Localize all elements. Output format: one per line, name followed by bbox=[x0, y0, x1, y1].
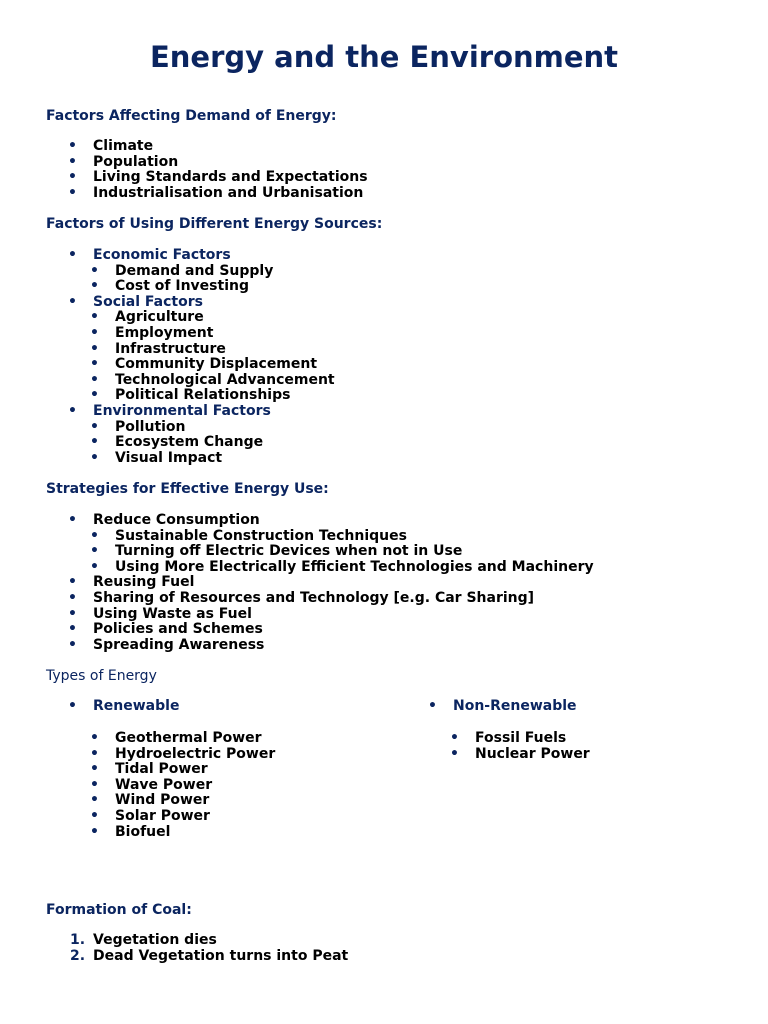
step-number: 1. bbox=[70, 932, 86, 948]
list-item: • Nuclear Power bbox=[0, 747, 590, 763]
demand-factors-list bbox=[0, 139, 368, 201]
heading-energy-sources-factors: Factors of Using Different Energy Sources: bbox=[46, 216, 383, 232]
list-item: • Cost of Investing bbox=[0, 279, 335, 295]
strategies-list bbox=[0, 513, 594, 653]
list-item: • Reusing Fuel bbox=[0, 575, 594, 591]
heading-formation-of-coal: Formation of Coal: bbox=[46, 902, 192, 918]
list-item: • Sharing of Resources and Technology [e.g. Car Sharing] bbox=[0, 591, 594, 607]
list-item: • Biofuel bbox=[0, 825, 275, 841]
list-item: • Policies and Schemes bbox=[0, 622, 594, 638]
list-item: • Agriculture bbox=[0, 310, 335, 326]
list-item bbox=[0, 933, 348, 949]
renewable-label: • Renewable bbox=[0, 699, 179, 715]
list-item: • Visual Impact bbox=[0, 451, 335, 467]
step-text: Dead Vegetation turns into Peat bbox=[93, 947, 349, 964]
list-item: • Demand and Supply bbox=[0, 264, 335, 280]
list-item: • Using More Electrically Efficient Technologies and Machinery bbox=[0, 560, 594, 576]
list-item: • Population bbox=[0, 155, 368, 171]
non-renewable-label-list bbox=[0, 699, 577, 715]
list-item: • Wave Power bbox=[0, 778, 275, 794]
coal-formation-steps bbox=[0, 933, 348, 964]
step-text: Vegetation dies bbox=[93, 932, 217, 948]
list-item: • Sustainable Construction Techniques bbox=[0, 529, 594, 545]
heading-strategies: Strategies for Effective Energy Use: bbox=[46, 481, 329, 497]
list-item bbox=[0, 949, 348, 965]
list-item: • Living Standards and Expectations bbox=[0, 170, 368, 186]
list-item: • Wind Power bbox=[0, 793, 275, 809]
list-item: • Geothermal Power bbox=[0, 731, 275, 747]
list-item: • Reduce Consumption bbox=[0, 513, 594, 529]
step-number: 2. bbox=[70, 947, 86, 964]
list-item: • Solar Power bbox=[0, 809, 275, 825]
list-item: • Infrastructure bbox=[0, 342, 335, 358]
group-label-economic: • Economic Factors bbox=[0, 248, 335, 264]
list-item: • Spreading Awareness bbox=[0, 638, 594, 654]
list-item: • Using Waste as Fuel bbox=[0, 607, 594, 623]
list-item: • Pollution bbox=[0, 420, 335, 436]
energy-sources-factors-list bbox=[0, 248, 335, 466]
page-title: Energy and the Environment bbox=[149, 40, 619, 74]
list-item: • Hydroelectric Power bbox=[0, 747, 275, 763]
list-item: • Ecosystem Change bbox=[0, 435, 335, 451]
non-renewable-label: • Non-Renewable bbox=[0, 699, 577, 715]
group-label-social: • Social Factors bbox=[0, 295, 335, 311]
list-item: • Industrialisation and Urbanisation bbox=[0, 186, 368, 202]
list-item: • Community Displacement bbox=[0, 357, 335, 373]
list-item: • Political Relationships bbox=[0, 388, 335, 404]
list-item: • Turning off Electric Devices when not in Use bbox=[0, 544, 594, 560]
list-item: • Employment bbox=[0, 326, 335, 342]
group-label-environmental: • Environmental Factors bbox=[0, 404, 335, 420]
list-item: • Technological Advancement bbox=[0, 373, 335, 389]
heading-demand-factors: Factors Affecting Demand of Energy: bbox=[46, 108, 337, 124]
heading-types-of-energy: Types of Energy bbox=[46, 668, 157, 684]
list-item: • Climate bbox=[0, 139, 368, 155]
list-item: • Fossil Fuels bbox=[0, 731, 590, 747]
list-item: • Tidal Power bbox=[0, 762, 275, 778]
non-renewable-list bbox=[0, 731, 590, 762]
